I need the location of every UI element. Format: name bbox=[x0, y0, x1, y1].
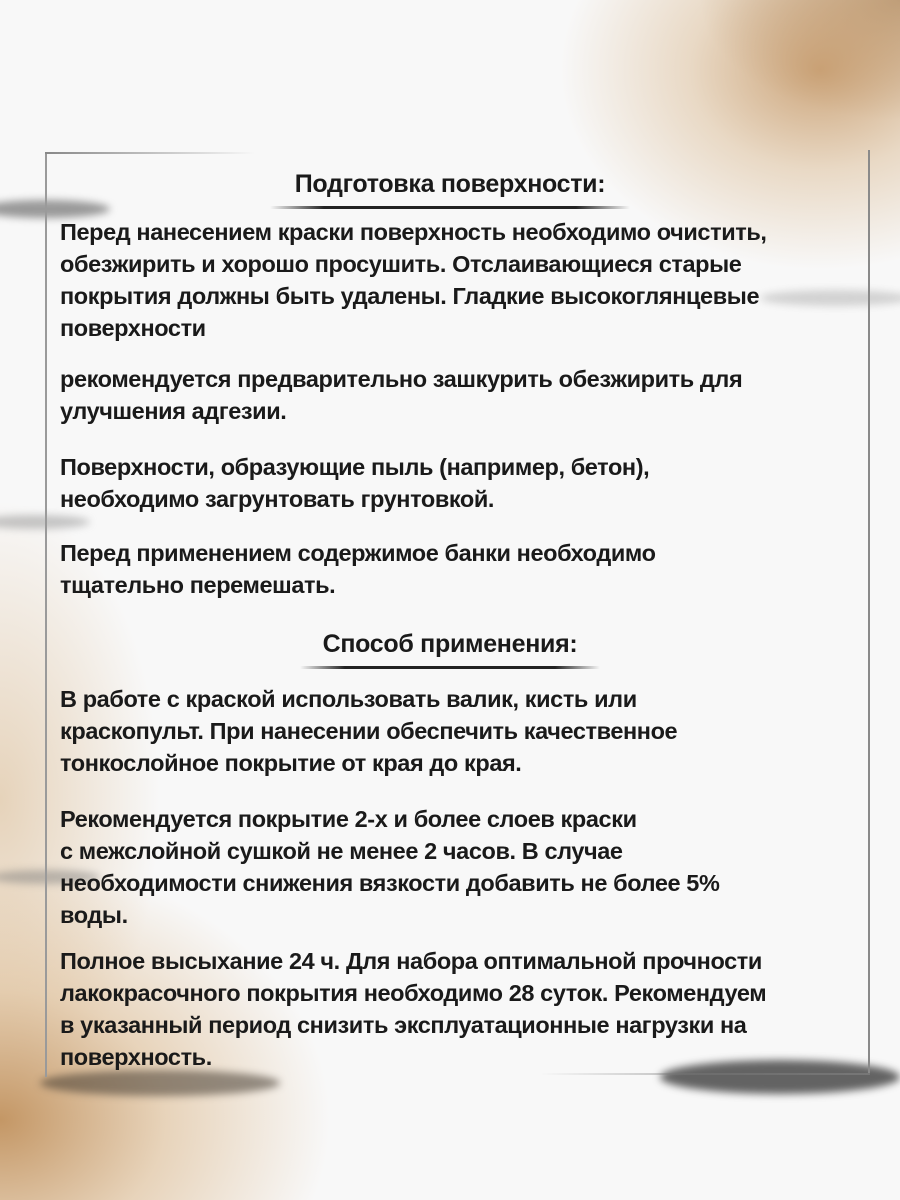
paragraph bbox=[60, 363, 860, 427]
text-line: поверхности bbox=[60, 315, 206, 341]
text-line: необходимо загрунтовать грунтовкой. bbox=[60, 486, 495, 512]
paragraph bbox=[60, 945, 860, 1073]
text-line: тщательно перемешать. bbox=[60, 572, 336, 598]
paragraph bbox=[60, 537, 860, 601]
text-line: В работе с краской использовать валик, кисть или bbox=[60, 686, 637, 712]
text-line: покрытия должны быть удалены. Гладкие высокоглянцевые bbox=[60, 283, 760, 309]
text-line: с межслойной сушкой не менее 2 часов. В случае bbox=[60, 838, 623, 864]
frame-top bbox=[45, 152, 255, 154]
section-title-application-method: Способ применения: bbox=[322, 630, 578, 658]
paragraph bbox=[60, 803, 860, 931]
text-line: рекомендуется предварительно зашкурить обезжирить для bbox=[60, 366, 743, 392]
text-line: лакокрасочного покрытия необходимо 28 суток. Рекомендуем bbox=[60, 980, 767, 1006]
frame-bottom bbox=[540, 1073, 870, 1075]
title-underline bbox=[300, 666, 600, 669]
text-line: краскопульт. При нанесении обеспечить качественное bbox=[60, 718, 678, 744]
paragraph bbox=[60, 216, 860, 344]
text-line: Рекомендуется покрытие 2-х и более слоев краски bbox=[60, 806, 637, 832]
title-underline bbox=[270, 206, 630, 209]
section-title-surface-preparation: Подготовка поверхности: bbox=[294, 170, 606, 198]
text-line: Полное высыхание 24 ч. Для набора оптимальной прочности bbox=[60, 948, 762, 974]
text-line: в указанный период снизить эксплуатационные нагрузки на bbox=[60, 1012, 747, 1038]
text-line: обезжирить и хорошо просушить. Отслаивающиеся старые bbox=[60, 251, 742, 277]
text-line: поверхность. bbox=[60, 1044, 212, 1070]
text-line: воды. bbox=[60, 902, 128, 928]
text-line: необходимости снижения вязкости добавить не более 5% bbox=[60, 870, 720, 896]
paragraph bbox=[60, 683, 860, 779]
text-line: улучшения адгезии. bbox=[60, 398, 287, 424]
frame-left bbox=[45, 152, 47, 1077]
text-line: Поверхности, образующие пыль (например, бетон), bbox=[60, 454, 650, 480]
frame-right bbox=[868, 150, 870, 1075]
text-line: тонкослойное покрытие от края до края. bbox=[60, 750, 522, 776]
brush-stroke bbox=[40, 1070, 280, 1096]
text-line: Перед нанесением краски поверхность необходимо очистить, bbox=[60, 219, 767, 245]
paragraph bbox=[60, 451, 860, 515]
text-line: Перед применением содержимое банки необходимо bbox=[60, 540, 656, 566]
